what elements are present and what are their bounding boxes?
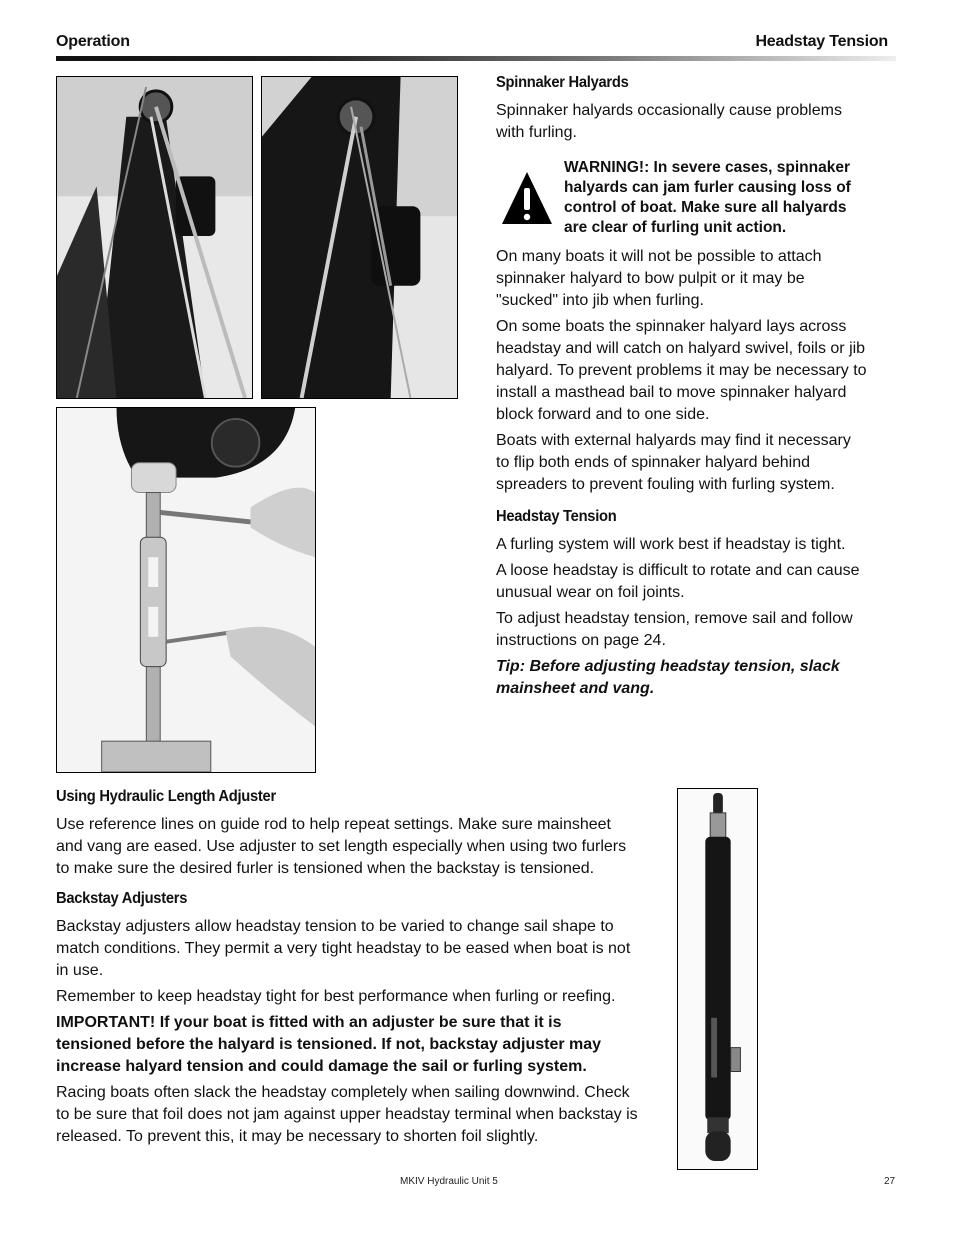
tension-p3: To adjust headstay tension, remove sail and follow instructions on page 24.: [496, 610, 853, 649]
turnbuckle-adjust-photo: [56, 407, 316, 773]
important-note: IMPORTANT! If your boat is fitted with an adjuster be sure that it is tensioned before the halyard is tensioned. If not, backstay adjuster may increase halyard tension and could damage the sail or furling system.: [56, 1014, 602, 1075]
warning-box: [496, 158, 868, 238]
warning-text: WARNING!: In severe cases, spinnaker halyards can jam furler causing loss of control of boat. Make sure all halyards are clear of furling unit action.: [564, 159, 851, 236]
spinnaker-p2: On some boats the spinnaker halyard lays across headstay and will catch on halyard swivel, foils or jib halyard. To prevent problems it may be necessary to install a masthead bail to move spinnaker halyard block forward and to one side.: [496, 318, 867, 423]
spinnaker-heading: Spinnaker Halyards: [496, 74, 629, 91]
header-rule: [56, 56, 896, 61]
hydraulic-heading: Using Hydraulic Length Adjuster: [56, 788, 276, 805]
backstay-p2: Remember to keep headstay tight for best performance when furling or reefing.: [56, 988, 616, 1005]
header-page-topic: Headstay Tension: [755, 33, 888, 50]
tension-p2: A loose headstay is difficult to rotate and can cause unusual wear on foil joints.: [496, 562, 860, 601]
footer-manual-title: MKIV Hydraulic Unit 5: [400, 1176, 498, 1187]
tension-p1: A furling system will work best if headstay is tight.: [496, 536, 846, 553]
header-section-title: Operation: [56, 33, 130, 50]
footer-page-number: 27: [884, 1176, 896, 1187]
spinnaker-intro: Spinnaker halyards occasionally cause problems with furling.: [496, 102, 842, 141]
backstay-p1: Backstay adjusters allow headstay tension to be varied to change sail shape to match conditions. They permit a very tight headstay to be eased when boat is not in use.: [56, 918, 631, 979]
bottom-column: [56, 786, 640, 1152]
hydraulic-cylinder-photo: [677, 788, 758, 1170]
hydraulic-p1: Use reference lines on guide rod to help repeat settings. Make sure mainsheet and vang are eased. Use adjuster to set length especially when using two furlers to make sure the desired furler is tensioned when the backstay is tensioned.: [56, 816, 627, 877]
masthead-photo-1: [56, 76, 253, 399]
masthead-photo-2: [261, 76, 458, 399]
tension-tip: Tip: Before adjusting headstay tension, slack mainsheet and vang.: [496, 658, 840, 697]
spinnaker-p1: On many boats it will not be possible to attach spinnaker halyard to bow pulpit or it may be "sucked" into jib when furling.: [496, 248, 822, 309]
spinnaker-p3: Boats with external halyards may find it necessary to flip both ends of spinnaker halyard behind spreaders to prevent fouling with furling system.: [496, 432, 851, 493]
warning-icon: [500, 170, 554, 226]
right-column: [496, 72, 868, 704]
backstay-p3: Racing boats often slack the headstay completely when sailing downwind. Check to be sure that foil does not jam against upper headstay terminal when backstay is released. To prevent this, it may be necessary to shorten foil slightly.: [56, 1084, 638, 1145]
tension-heading: Headstay Tension: [496, 508, 617, 525]
backstay-heading: Backstay Adjusters: [56, 890, 188, 907]
